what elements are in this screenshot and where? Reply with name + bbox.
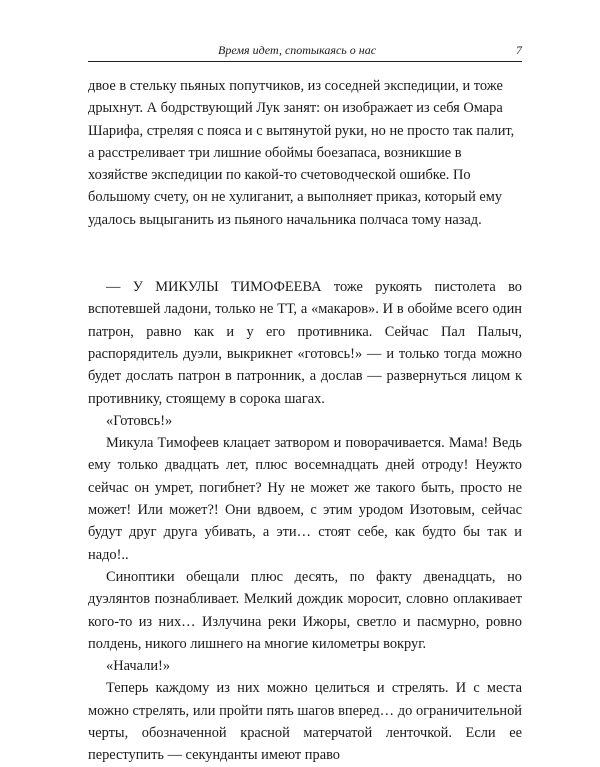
section-break xyxy=(88,231,522,276)
paragraph: Микула Тимофеев клацает затвором и поворачивается. Мама! Ведь ему только двадцать лет, плюс восемнадцать дней отроду! Неужто сейчас он умрет, погибнет? Ну не может же такого быть, просто не может! Или может?! Они вдвоем, с этим уродом Изотовым, сейчас будут друг друга убивать, а эти… стоят себе, как будто бы так и надо!.. xyxy=(88,435,522,563)
body-text xyxy=(88,75,522,767)
running-title: Время идет, спотыкаясь о нас xyxy=(218,43,377,57)
paragraph: — У МИКУЛЫ ТИМОФЕЕВА тоже рукоять пистолета во вспотевшей ладони, только не ТТ, а «макаров». И в обойме всего один патрон, равно как и у его противника. Сейчас Пал Палыч, распорядитель дуэли, выкрикнет «готовсь!» — и только тогда можно будет дослать патрон в патронник, а дослав — развернуться лицом к противнику, стоящему в сорока шагах. xyxy=(88,279,522,407)
paragraph: «Начали!» xyxy=(106,658,171,675)
page-number: 7 xyxy=(516,43,522,57)
paragraph: двое в стельку пьяных попутчиков, из соседней экспедиции, и тоже дрыхнут. А бодрствующий Лук занят: он изображает из себя Омара Шарифа, стреляя с пояса и с вытянутой руки, но не просто так палит, а расстреливает три лишние обоймы боезапаса, возникшие в хозяйстве экспедиции по какой-то счетоводческой ошибке. По большому счету, он не хулиганит, а выполняет приказ, который ему удалось выцыганить из пьяного начальника полчаса тому назад. xyxy=(88,78,515,228)
paragraph: «Готовсь!» xyxy=(106,412,173,429)
paragraph: Синоптики обещали плюс десять, по факту двенадцать, но дуэлянтов познабливает. Мелкий дождик моросит, словно оплакивает кого-то из них… Излучина реки Ижоры, светло и пасмурно, ровно полдень, никого лишнего на многие километры вокруг. xyxy=(88,568,522,652)
paragraph: Теперь каждому из них можно целиться и стрелять. И с места можно стрелять, или пройти пять шагов вперед… до ограничительной черты, обозначенной красной матерчатой ленточкой. Если ее переступить — секунданты имеют право xyxy=(88,680,522,764)
running-head xyxy=(88,39,522,62)
